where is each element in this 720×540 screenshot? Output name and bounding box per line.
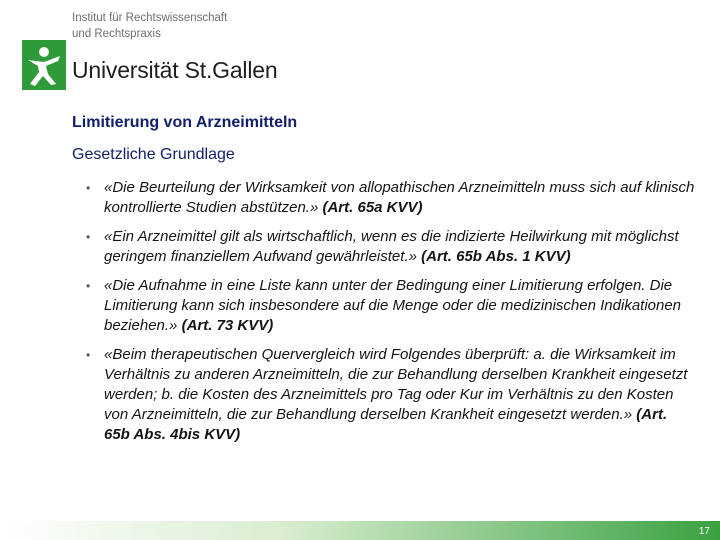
- slide-titles: [72, 112, 297, 166]
- page-number: 17: [698, 526, 710, 537]
- bullet-quote: «Die Aufnahme in eine Liste kann unter der Bedingung einer Limitierung erfolgen. Die Limitierung kann sich insbesondere auf die Menge oder die medizinischen Indikationen beziehen.»: [104, 277, 682, 334]
- bullet-quote: «Ein Arzneimittel gilt als wirtschaftlich, wenn es die indizierte Heilwirkung mit möglichst geringem finanziellem Aufwand gewährleistet.»: [104, 228, 679, 265]
- slide-title: Limitierung von Arzneimitteln: [72, 114, 298, 131]
- bullet-marker: •: [86, 279, 91, 293]
- slide-header: [0, 0, 720, 100]
- institute-line-1: Institut für Rechtswissenschaft: [72, 12, 228, 24]
- slide-subtitle: Gesetzliche Grundlage: [72, 146, 235, 163]
- bullet-item: [86, 227, 696, 267]
- bullet-marker: •: [86, 230, 91, 244]
- bullet-item: [86, 276, 696, 336]
- bullet-reference: (Art. 65a KVV): [322, 199, 423, 216]
- bullet-quote: «Die Beurteilung der Wirksamkeit von allopathischen Arzneimitteln muss sich auf klinisch kontrollierte Studien abstützen.»: [104, 179, 695, 216]
- bullet-marker: •: [86, 348, 91, 362]
- bullet-reference: (Art. 73 KVV): [181, 317, 274, 334]
- institute-name: [72, 10, 227, 42]
- hsg-logo-icon: [22, 40, 66, 90]
- bullet-quote: «Beim therapeutischen Quervergleich wird Folgendes überprüft: a. die Wirksamkeit im Verhältnis zu anderen Arzneimitteln, die zur Behandlung derselben Krankheit eingesetzt werden; b. die Kosten des Arzneimittels pro Tag oder Kur im Verhältnis zu den Kosten von Arzneimitteln, die zur Behandlung derselben Krankheit eingesetzt werden.»: [104, 346, 688, 423]
- footer-bar: [0, 521, 720, 540]
- bullet-reference: (Art. 65b Abs. 4bis KVV): [104, 406, 668, 443]
- bullet-item: [86, 178, 696, 218]
- bullet-item: [86, 345, 696, 445]
- bullet-reference: (Art. 65b Abs. 1 KVV): [421, 248, 571, 265]
- university-name: Universität St.Gallen: [72, 57, 278, 83]
- bullet-list: [86, 178, 696, 454]
- bullet-marker: •: [86, 181, 91, 195]
- institute-line-2: und Rechtspraxis: [72, 28, 161, 40]
